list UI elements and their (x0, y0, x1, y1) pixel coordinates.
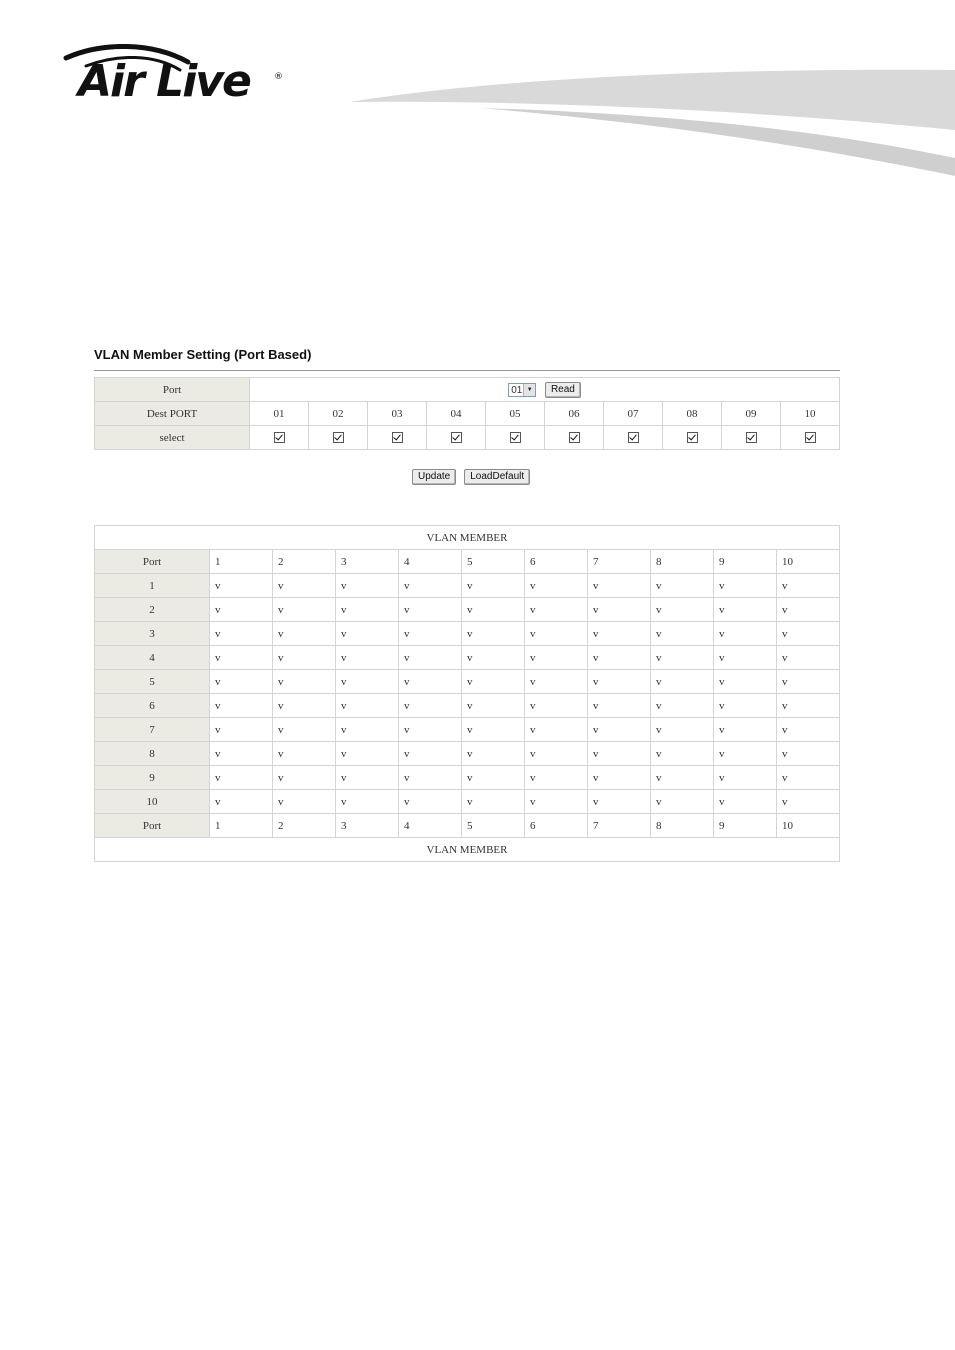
dest-port-cell: 07 (604, 402, 663, 426)
row-port-label: 10 (95, 790, 210, 814)
member-cell: v (777, 670, 840, 694)
member-cell: v (651, 718, 714, 742)
dest-port-cell: 02 (309, 402, 368, 426)
member-cell: v (462, 742, 525, 766)
table-row (95, 694, 840, 718)
member-cell: v (336, 598, 399, 622)
member-cell: v (462, 598, 525, 622)
column-header: 5 (462, 814, 525, 838)
column-header: 10 (777, 814, 840, 838)
read-button[interactable]: Read (545, 382, 581, 398)
member-cell: v (714, 718, 777, 742)
member-caption-row (95, 526, 840, 550)
member-cell: v (525, 790, 588, 814)
header-wave-decoration (350, 68, 955, 178)
row-port-label: 2 (95, 598, 210, 622)
table-row (95, 622, 840, 646)
member-cell: v (714, 598, 777, 622)
member-cell: v (588, 574, 651, 598)
member-cell: v (777, 718, 840, 742)
member-cell: v (399, 598, 462, 622)
member-cell: v (336, 694, 399, 718)
member-cell: v (336, 742, 399, 766)
member-cell: v (714, 670, 777, 694)
member-cell: v (210, 766, 273, 790)
member-cell: v (588, 790, 651, 814)
select-row (95, 426, 840, 450)
port-select-value: 01 (511, 384, 523, 396)
load-default-button[interactable]: LoadDefault (464, 469, 530, 485)
member-cell: v (714, 646, 777, 670)
registered-mark: ® (274, 72, 283, 82)
port-row (95, 378, 840, 402)
row-port-label: 4 (95, 646, 210, 670)
member-cell: v (651, 622, 714, 646)
logo-text: Air Live (78, 56, 250, 107)
dest-port-cell: 09 (722, 402, 781, 426)
member-cell: v (273, 694, 336, 718)
member-cell: v (714, 790, 777, 814)
member-cell: v (777, 742, 840, 766)
row-port-label: 7 (95, 718, 210, 742)
member-cell: v (777, 694, 840, 718)
title-divider (94, 370, 840, 371)
member-cell: v (399, 622, 462, 646)
airlive-logo (62, 44, 292, 110)
port-checkbox[interactable] (451, 432, 462, 443)
update-button[interactable]: Update (412, 469, 456, 485)
member-cell: v (777, 790, 840, 814)
table-row (95, 766, 840, 790)
member-cell: v (399, 766, 462, 790)
member-cell: v (525, 598, 588, 622)
table-row (95, 646, 840, 670)
member-cell: v (525, 742, 588, 766)
port-select[interactable] (508, 383, 536, 397)
member-cell: v (777, 574, 840, 598)
port-checkbox[interactable] (274, 432, 285, 443)
member-cell: v (210, 574, 273, 598)
member-cell: v (399, 646, 462, 670)
member-cell: v (777, 598, 840, 622)
member-cell: v (273, 622, 336, 646)
member-cell: v (525, 622, 588, 646)
member-cell: v (462, 646, 525, 670)
table-row (95, 598, 840, 622)
member-caption: VLAN MEMBER (95, 526, 840, 550)
column-header: 5 (462, 550, 525, 574)
member-cell: v (462, 622, 525, 646)
port-checkbox[interactable] (333, 432, 344, 443)
row-port-label: 3 (95, 622, 210, 646)
member-cell: v (525, 646, 588, 670)
row-port-label: 1 (95, 574, 210, 598)
column-header: 2 (273, 550, 336, 574)
column-header: 7 (588, 814, 651, 838)
member-cell: v (525, 670, 588, 694)
port-checkbox[interactable] (628, 432, 639, 443)
member-cell: v (651, 694, 714, 718)
table-row (95, 790, 840, 814)
member-cell: v (273, 598, 336, 622)
member-cell: v (651, 790, 714, 814)
member-cell: v (273, 742, 336, 766)
member-cell: v (336, 766, 399, 790)
member-cell: v (273, 646, 336, 670)
select-label: select (95, 426, 250, 450)
port-checkbox[interactable] (510, 432, 521, 443)
vlan-member-table (94, 525, 840, 862)
member-cell: v (777, 766, 840, 790)
member-cell: v (399, 574, 462, 598)
dest-port-cell: 10 (781, 402, 840, 426)
member-cell: v (462, 694, 525, 718)
column-header: 9 (714, 550, 777, 574)
member-cell: v (588, 670, 651, 694)
member-caption-row (95, 838, 840, 862)
port-checkbox[interactable] (805, 432, 816, 443)
member-footer-row (95, 814, 840, 838)
column-header: 7 (588, 550, 651, 574)
member-cell: v (462, 574, 525, 598)
port-select-cell (250, 378, 840, 402)
member-cell: v (588, 694, 651, 718)
member-cell: v (777, 622, 840, 646)
member-cell: v (399, 670, 462, 694)
member-cell: v (210, 718, 273, 742)
column-header: 3 (336, 550, 399, 574)
port-header-label: Port (95, 550, 210, 574)
column-header: 6 (525, 550, 588, 574)
member-cell: v (210, 742, 273, 766)
member-cell: v (210, 670, 273, 694)
member-cell: v (588, 766, 651, 790)
dest-port-cell: 06 (545, 402, 604, 426)
member-cell: v (588, 646, 651, 670)
member-cell: v (273, 574, 336, 598)
port-header-label: Port (95, 814, 210, 838)
dest-port-row (95, 402, 840, 426)
column-header: 4 (399, 550, 462, 574)
member-cell: v (651, 574, 714, 598)
dest-port-cell: 03 (368, 402, 427, 426)
member-cell: v (462, 670, 525, 694)
member-cell: v (588, 742, 651, 766)
column-header: 6 (525, 814, 588, 838)
dest-port-cell: 04 (427, 402, 486, 426)
member-cell: v (777, 646, 840, 670)
member-cell: v (336, 718, 399, 742)
port-label: Port (95, 378, 250, 402)
dest-port-label: Dest PORT (95, 402, 250, 426)
member-cell: v (336, 646, 399, 670)
member-cell: v (210, 790, 273, 814)
member-cell: v (462, 718, 525, 742)
member-cell: v (651, 598, 714, 622)
member-cell: v (651, 742, 714, 766)
member-cell: v (210, 598, 273, 622)
member-cell: v (336, 670, 399, 694)
action-bar (412, 468, 534, 486)
port-checkbox[interactable] (746, 432, 757, 443)
member-cell: v (525, 574, 588, 598)
row-port-label: 9 (95, 766, 210, 790)
vlan-setting-table (94, 377, 840, 450)
member-cell: v (273, 670, 336, 694)
dest-port-cell: 01 (250, 402, 309, 426)
member-cell: v (651, 766, 714, 790)
column-header: 8 (651, 814, 714, 838)
column-header: 1 (210, 814, 273, 838)
member-cell: v (525, 718, 588, 742)
member-caption: VLAN MEMBER (95, 838, 840, 862)
member-cell: v (462, 790, 525, 814)
port-checkbox[interactable] (569, 432, 580, 443)
member-cell: v (651, 670, 714, 694)
member-cell: v (525, 766, 588, 790)
member-cell: v (273, 790, 336, 814)
member-cell: v (336, 574, 399, 598)
column-header: 10 (777, 550, 840, 574)
port-checkbox[interactable] (687, 432, 698, 443)
member-cell: v (273, 718, 336, 742)
member-cell: v (210, 646, 273, 670)
column-header: 2 (273, 814, 336, 838)
page-title: VLAN Member Setting (Port Based) (94, 347, 312, 362)
table-row (95, 718, 840, 742)
column-header: 3 (336, 814, 399, 838)
member-cell: v (399, 694, 462, 718)
table-row (95, 742, 840, 766)
member-cell: v (588, 622, 651, 646)
member-cell: v (714, 694, 777, 718)
column-header: 4 (399, 814, 462, 838)
member-cell: v (525, 694, 588, 718)
column-header: 8 (651, 550, 714, 574)
member-cell: v (399, 742, 462, 766)
column-header: 9 (714, 814, 777, 838)
member-cell: v (210, 622, 273, 646)
column-header: 1 (210, 550, 273, 574)
dest-port-cell: 05 (486, 402, 545, 426)
table-row (95, 574, 840, 598)
member-cell: v (651, 646, 714, 670)
member-cell: v (210, 694, 273, 718)
member-cell: v (399, 718, 462, 742)
dest-port-cell: 08 (663, 402, 722, 426)
row-port-label: 8 (95, 742, 210, 766)
member-cell: v (273, 766, 336, 790)
member-cell: v (714, 742, 777, 766)
port-checkbox[interactable] (392, 432, 403, 443)
member-cell: v (714, 766, 777, 790)
member-cell: v (588, 718, 651, 742)
member-cell: v (336, 622, 399, 646)
table-row (95, 670, 840, 694)
member-cell: v (462, 766, 525, 790)
member-cell: v (588, 598, 651, 622)
row-port-label: 6 (95, 694, 210, 718)
member-cell: v (714, 574, 777, 598)
row-port-label: 5 (95, 670, 210, 694)
member-cell: v (714, 622, 777, 646)
member-cell: v (336, 790, 399, 814)
member-cell: v (399, 790, 462, 814)
member-header-row (95, 550, 840, 574)
chevron-down-icon[interactable]: ▼ (523, 384, 535, 396)
